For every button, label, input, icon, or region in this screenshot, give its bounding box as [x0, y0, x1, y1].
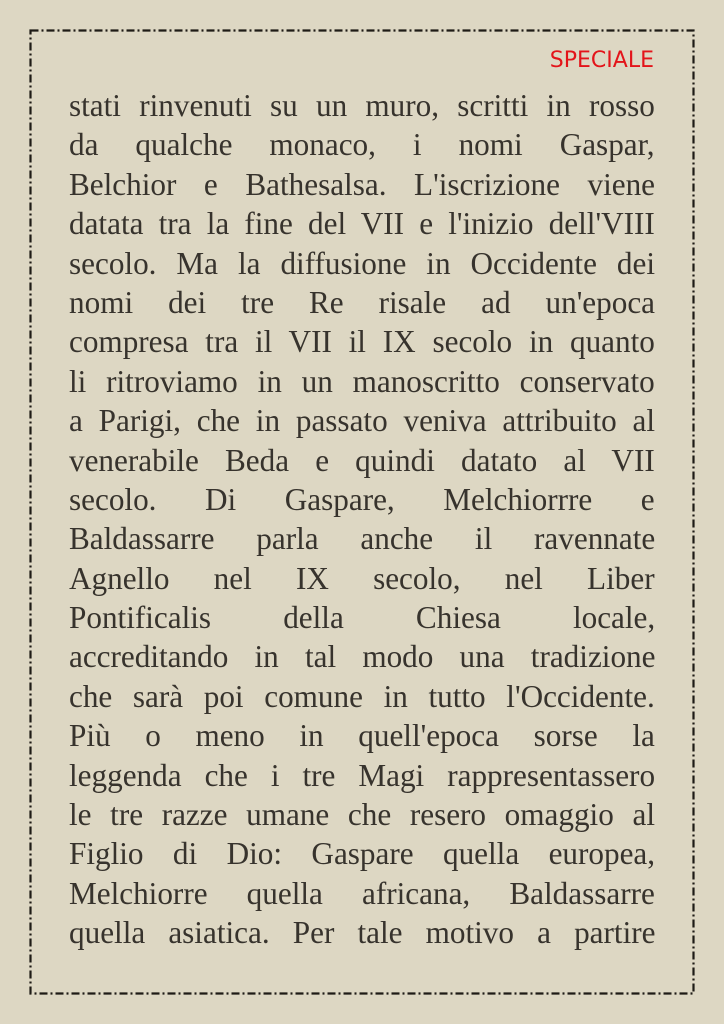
text-line: Più o meno in quell'epoca sorse la	[69, 718, 655, 754]
text-line: datata tra la fine del VII e l'inizio dell'VIII	[69, 206, 655, 242]
text-line: a Parigi, che in passato veniva attribuito al	[69, 403, 656, 439]
text-line: secolo. Ma la diffusione in Occidente dei	[69, 245, 655, 281]
text-line: Agnello nel IX secolo, nel Liber	[69, 560, 655, 596]
text-line: venerabile Beda e quindi datato al VII	[69, 442, 655, 478]
text-line: nomi dei tre Re risale ad un'epoca	[69, 284, 656, 320]
section-label: SPECIALE	[549, 48, 654, 73]
text-line: stati rinvenuti su un muro, scritti in rosso	[69, 88, 655, 123]
text-line: Belchior e Bathesalsa. L'iscrizione viene	[69, 166, 656, 202]
text-line: che sarà poi comune in tutto l'Occidente.	[69, 678, 655, 714]
text-line: Melchiorre quella africana, Baldassarre	[69, 875, 655, 911]
text-line: compresa tra il VII il IX secolo in quanto	[69, 324, 655, 360]
text-line: secolo. Di Gaspare, Melchiorrre e	[69, 481, 655, 517]
text-line: Pontificalis della Chiesa locale,	[69, 600, 656, 636]
text-line: quella asiatica. Per tale motivo a partire	[69, 915, 656, 951]
article-body	[69, 86, 655, 953]
text-line: accreditando in tal modo una tradizione	[69, 639, 656, 675]
text-line: Figlio di Dio: Gaspare quella europea,	[69, 836, 656, 872]
text-line: leggenda che i tre Magi rappresentassero	[69, 757, 656, 793]
text-line: li ritroviamo in un manoscritto conservato	[69, 363, 655, 399]
text-line: Baldassarre parla anche il ravennate	[69, 521, 656, 557]
text-line: le tre razze umane che resero omaggio al	[69, 797, 655, 833]
text-line: da qualche monaco, i nomi Gaspar,	[69, 127, 655, 163]
